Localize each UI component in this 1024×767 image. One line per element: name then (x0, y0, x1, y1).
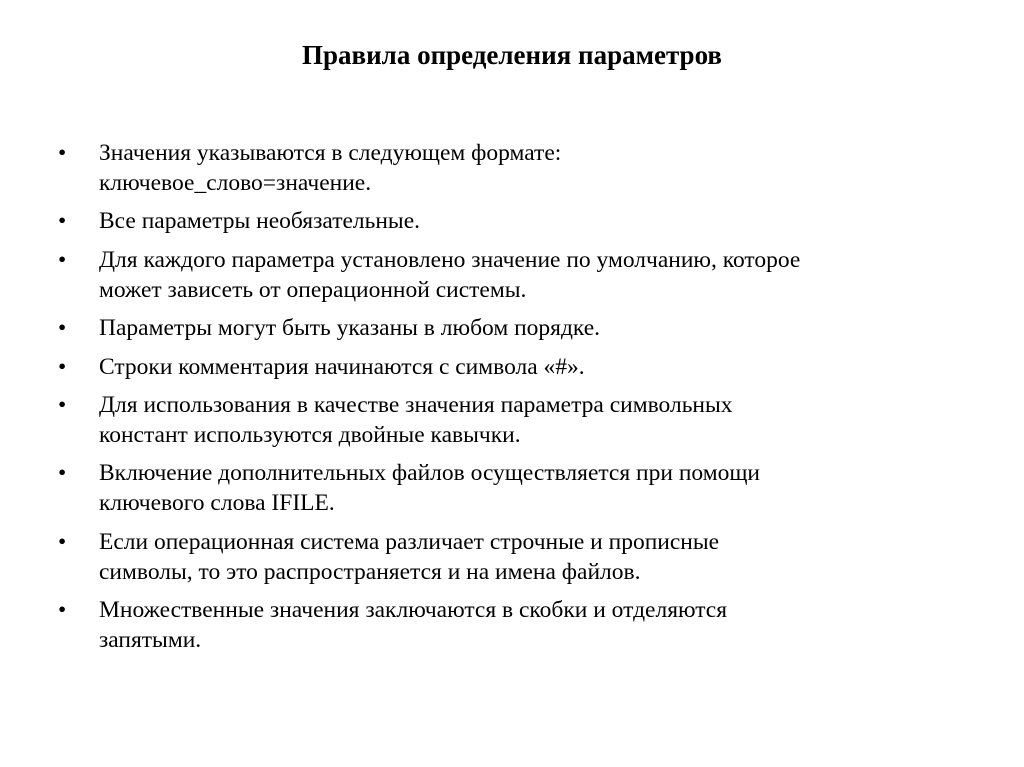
bullet-point-icon: • (58, 246, 67, 273)
bullet-text-line: ключевого слова IFILE. (99, 490, 335, 517)
bullet-text-line: Строки комментария начинаются с символа «#». (99, 353, 585, 380)
bullet-point-icon: • (58, 353, 67, 380)
bullet-item (58, 458, 988, 518)
bullet-text-line: констант используются двойные кавычки. (99, 421, 521, 448)
bullet-item (58, 352, 988, 382)
bullet-text-line: Все параметры необязательные. (99, 208, 421, 235)
bullet-item (58, 595, 988, 655)
bullet-item (58, 390, 988, 450)
bullet-point-icon: • (58, 391, 67, 418)
bullet-text-line: Для каждого параметра установлено значение по умолчанию, которое (99, 246, 801, 273)
bullet-text-line: символы, то это распространяется и на имена файлов. (99, 558, 641, 585)
bullet-point-icon: • (58, 140, 67, 166)
bullet-item (58, 245, 988, 305)
bullet-item (58, 138, 988, 198)
bullet-text-line: ключевое_слово=значение. (99, 170, 372, 196)
bullet-item (58, 527, 988, 587)
bullet-text-line: Параметры могут быть указаны в любом порядке. (99, 315, 601, 342)
bullet-point-icon: • (58, 208, 67, 235)
bullet-list (58, 138, 988, 664)
bullet-text-line: может зависеть от операционной системы. (99, 276, 527, 303)
bullet-point-icon: • (58, 315, 67, 342)
bullet-point-icon: • (58, 460, 67, 487)
bullet-text-line: Значения указываются в следующем формате: (99, 140, 562, 166)
bullet-text-line: Включение дополнительных файлов осуществляется при помощи (99, 460, 760, 487)
bullet-text-line: Если операционная система различает строчные и прописные (99, 528, 720, 555)
bullet-text-line: Для использования в качестве значения параметра символьных (99, 391, 733, 418)
slide-title: Правила определения параметров (302, 40, 722, 70)
bullet-item (58, 313, 988, 343)
bullet-text-line: запятыми. (99, 627, 202, 654)
bullet-item (58, 206, 988, 236)
bullet-point-icon: • (58, 597, 67, 624)
bullet-point-icon: • (58, 528, 67, 555)
bullet-text-line: Множественные значения заключаются в скобки и отделяются (99, 597, 728, 624)
